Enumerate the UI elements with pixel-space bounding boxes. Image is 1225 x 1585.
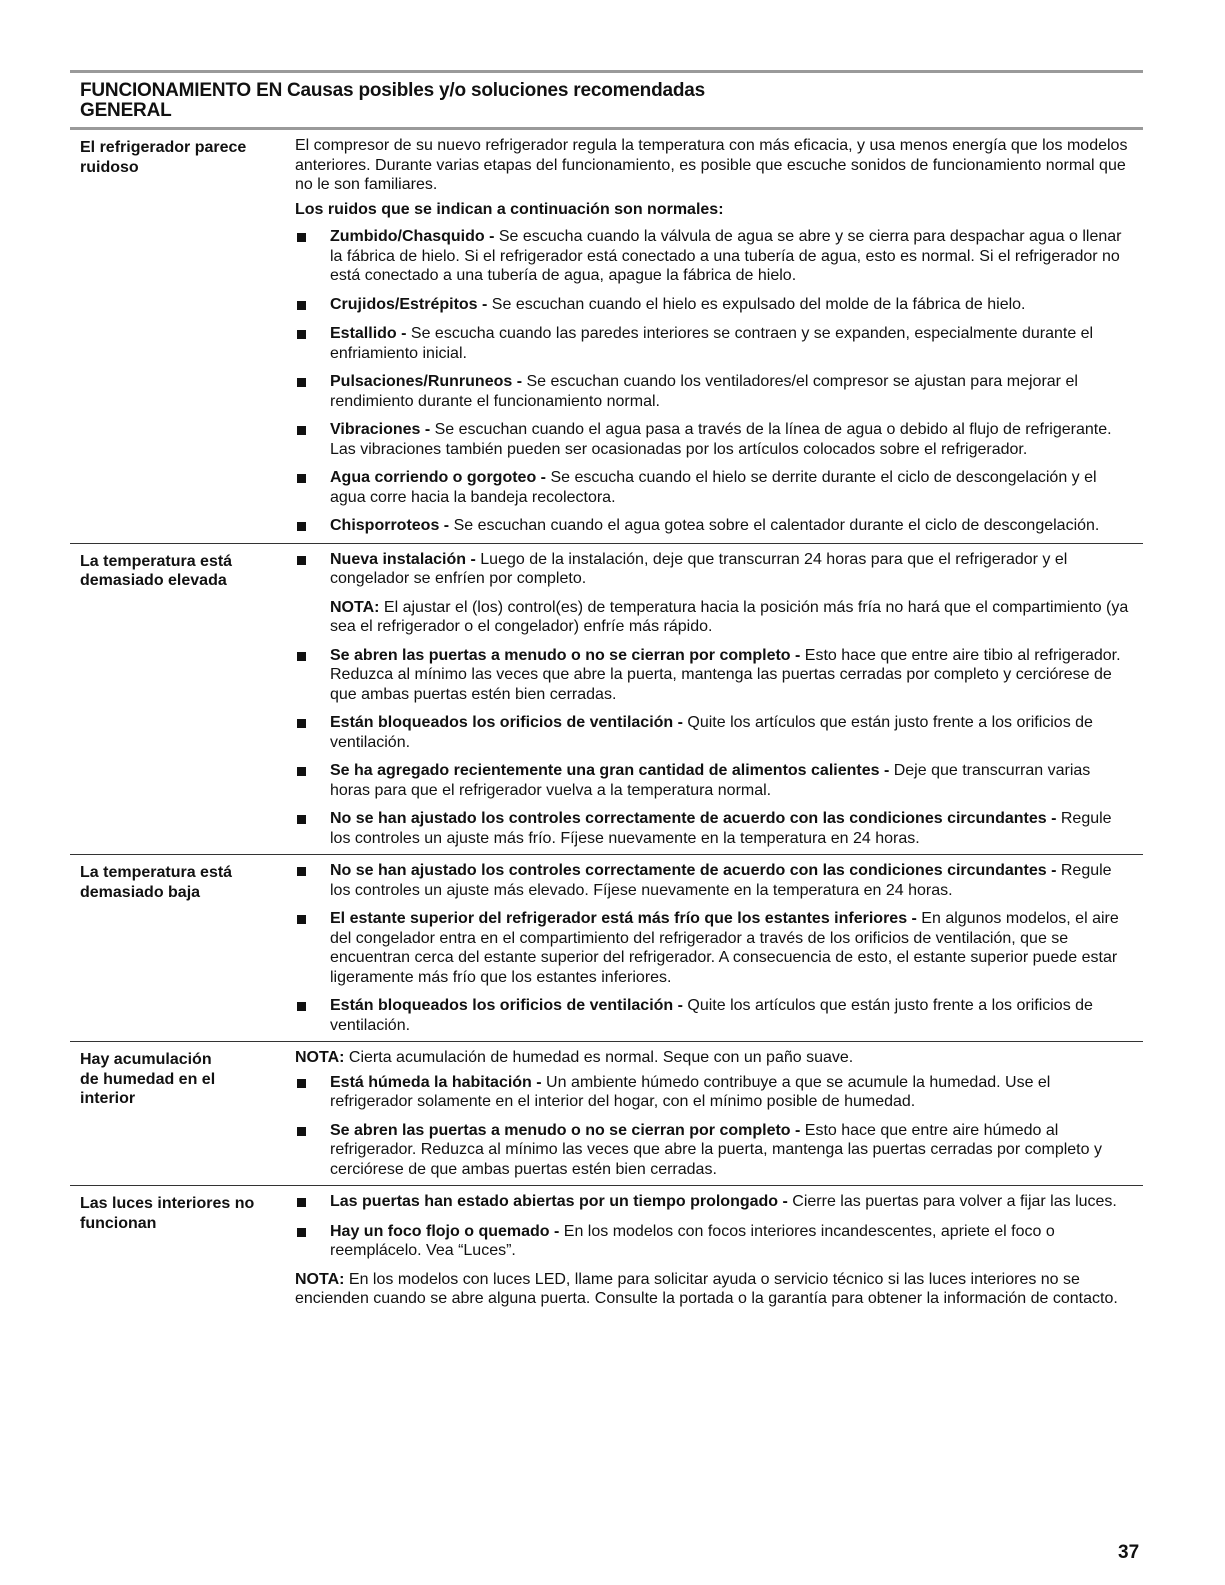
- list-item: Estallido - Se escucha cuando las paredes interiores se contraen y se expanden, especialmente durante el enfriamiento inicial.: [295, 324, 1133, 363]
- table-row-too-warm: [70, 543, 1143, 855]
- bullet-icon: [295, 1121, 330, 1180]
- subheading: Los ruidos que se indican a continuación son normales:: [295, 200, 724, 218]
- table-row-lights: [70, 1185, 1143, 1314]
- bullet-icon: [295, 227, 330, 286]
- bullet-icon: [295, 861, 330, 900]
- list-item: Agua corriendo o gorgoteo - Se escucha cuando el hielo se derrite durante el ciclo de descongelación y el agua corre hacia la bandeja recolectora.: [295, 468, 1133, 507]
- troubleshooting-table: [70, 70, 1143, 1314]
- list-item: Están bloqueados los orificios de ventilación - Quite los artículos que están justo frente a los orificios de ventilación.: [295, 996, 1133, 1035]
- bullet-icon: [295, 516, 330, 537]
- bullet-icon: [295, 468, 330, 507]
- problem-label: La temperatura está demasiado elevada: [80, 552, 233, 589]
- solution-cell: [295, 136, 1133, 543]
- problem-label: Las luces interiores no funcionan: [80, 1195, 255, 1232]
- table-header: [70, 70, 1143, 130]
- bullet-icon: [295, 1073, 330, 1112]
- solution-cell: [295, 1192, 1133, 1314]
- problem-label: El refrigerador parece ruidoso: [80, 139, 247, 176]
- bullet-icon: [295, 713, 330, 752]
- bullet-icon: [295, 295, 330, 316]
- table-row-humidity: [70, 1041, 1143, 1185]
- header-left: FUNCIONAMIENTO EN GENERAL: [80, 80, 283, 121]
- bullet-icon: [295, 372, 330, 411]
- bullet-icon: [295, 761, 330, 800]
- problem-label: Hay acumulación de humedad en el interior: [80, 1051, 216, 1107]
- bullet-icon: [295, 550, 330, 589]
- list-item: Están bloqueados los orificios de ventilación - Quite los artículos que están justo frente a los orificios de ventilación.: [295, 713, 1133, 752]
- list-item: Se abren las puertas a menudo o no se cierran por completo - Esto hace que entre aire húmedo al refrigerador. Reduzca al mínimo las veces que abre la puerta, mantenga las puertas cerradas por completo y cerciórese de que ambas puertas estén bien cerradas.: [295, 1121, 1133, 1180]
- list-item: Nueva instalación - Luego de la instalación, deje que transcurran 24 horas para que el refrigerador y el congelador se enfríen por completo.: [295, 550, 1133, 589]
- list-item: No se han ajustado los controles correctamente de acuerdo con las condiciones circundantes - Regule los controles un ajuste más frío. Fíjese nuevamente en la temperatura en 24 horas.: [295, 809, 1133, 848]
- bullet-icon: [295, 996, 330, 1035]
- list-item: Las puertas han estado abiertas por un tiempo prolongado - Cierre las puertas para volver a fijar las luces.: [295, 1192, 1133, 1213]
- table-row-noise: [70, 130, 1143, 543]
- list-item: Está húmeda la habitación - Un ambiente húmedo contribuye a que se acumule la humedad. Use el refrigerador solamente en el interior del hogar, con el mínimo posible de humedad.: [295, 1073, 1133, 1112]
- solution-cell: [295, 861, 1133, 1041]
- page-number: 37: [1118, 1542, 1140, 1563]
- bullet-icon: [295, 646, 330, 705]
- problem-label: La temperatura está demasiado baja: [80, 864, 233, 901]
- bullet-icon: [295, 1192, 330, 1213]
- list-item: Zumbido/Chasquido - Se escucha cuando la válvula de agua se abre y se cierra para despachar agua o llenar la fábrica de hielo. Si el refrigerador está conectado a una tubería de agua, esto es normal. Si el refrigerador no está conectado a una tubería de agua, apague la fábrica de hielo.: [295, 227, 1133, 286]
- list-item: Pulsaciones/Runruneos - Se escuchan cuando los ventiladores/el compresor se ajustan para mejorar el rendimiento durante el funcionamiento normal.: [295, 372, 1133, 411]
- list-item: No se han ajustado los controles correctamente de acuerdo con las condiciones circundantes - Regule los controles un ajuste más elevado. Fíjese nuevamente en la temperatura en 24 horas.: [295, 861, 1133, 900]
- intro-paragraph: El compresor de su nuevo refrigerador regula la temperatura con más eficacia, y usa menos energía que los modelos anteriores. Durante varias etapas del funcionamiento, es posible que escuche sonidos de funcionamiento normal que no le son familiares.: [295, 137, 1128, 193]
- header-right: Causas posibles y/o soluciones recomendadas: [287, 80, 706, 101]
- bullet-icon: [295, 809, 330, 848]
- list-item: Hay un foco flojo o quemado - En los modelos con focos interiores incandescentes, apriete el foco o reemplácelo. Vea “Luces”.: [295, 1222, 1133, 1261]
- list-item: Vibraciones - Se escuchan cuando el agua pasa a través de la línea de agua o debido al flujo de refrigerante. Las vibraciones también pueden ser ocasionadas por los artículos colocados sobre el refrigerador.: [295, 420, 1133, 459]
- list-item: Se ha agregado recientemente una gran cantidad de alimentos calientes - Deje que transcurran varias horas para que el refrigerador vuelva a la temperatura normal.: [295, 761, 1133, 800]
- list-item: El estante superior del refrigerador está más frío que los estantes inferiores - En algunos modelos, el aire del congelador entra en el compartimiento del refrigerador a través de los orificios de ventilación, que se encuentran cerca del estante superior del refrigerador. A consecuencia de esto, el estante superior puede estar ligeramente más frío que los estantes inferiores.: [295, 909, 1133, 987]
- solution-cell: [295, 550, 1133, 855]
- list-item: Crujidos/Estrépitos - Se escuchan cuando el hielo es expulsado del molde de la fábrica de hielo.: [295, 295, 1133, 316]
- bullet-icon: [295, 909, 330, 987]
- bullet-icon: [295, 324, 330, 363]
- note: NOTA: El ajustar el (los) control(es) de temperatura hacia la posición más fría no hará que el compartimiento (ya sea el refrigerador o el congelador) enfríe más rápido.: [330, 598, 1129, 635]
- list-item: Se abren las puertas a menudo o no se cierran por completo - Esto hace que entre aire tibio al refrigerador. Reduzca al mínimo las veces que abre la puerta, mantenga las puertas cerradas por completo y cerciórese de que ambas puertas estén bien cerradas.: [295, 646, 1133, 705]
- note: NOTA: En los modelos con luces LED, llame para solicitar ayuda o servicio técnico si las luces interiores no se encienden cuando se abre alguna puerta. Consulte la portada o la garantía para obtener la información de contacto.: [295, 1270, 1118, 1307]
- bullet-icon: [295, 1222, 330, 1261]
- list-item: Chisporroteos - Se escuchan cuando el agua gotea sobre el calentador durante el ciclo de descongelación.: [295, 516, 1133, 537]
- solution-cell: [295, 1048, 1133, 1185]
- note: NOTA: Cierta acumulación de humedad es normal. Seque con un paño suave.: [295, 1049, 854, 1066]
- table-row-too-cold: [70, 854, 1143, 1041]
- bullet-icon: [295, 420, 330, 459]
